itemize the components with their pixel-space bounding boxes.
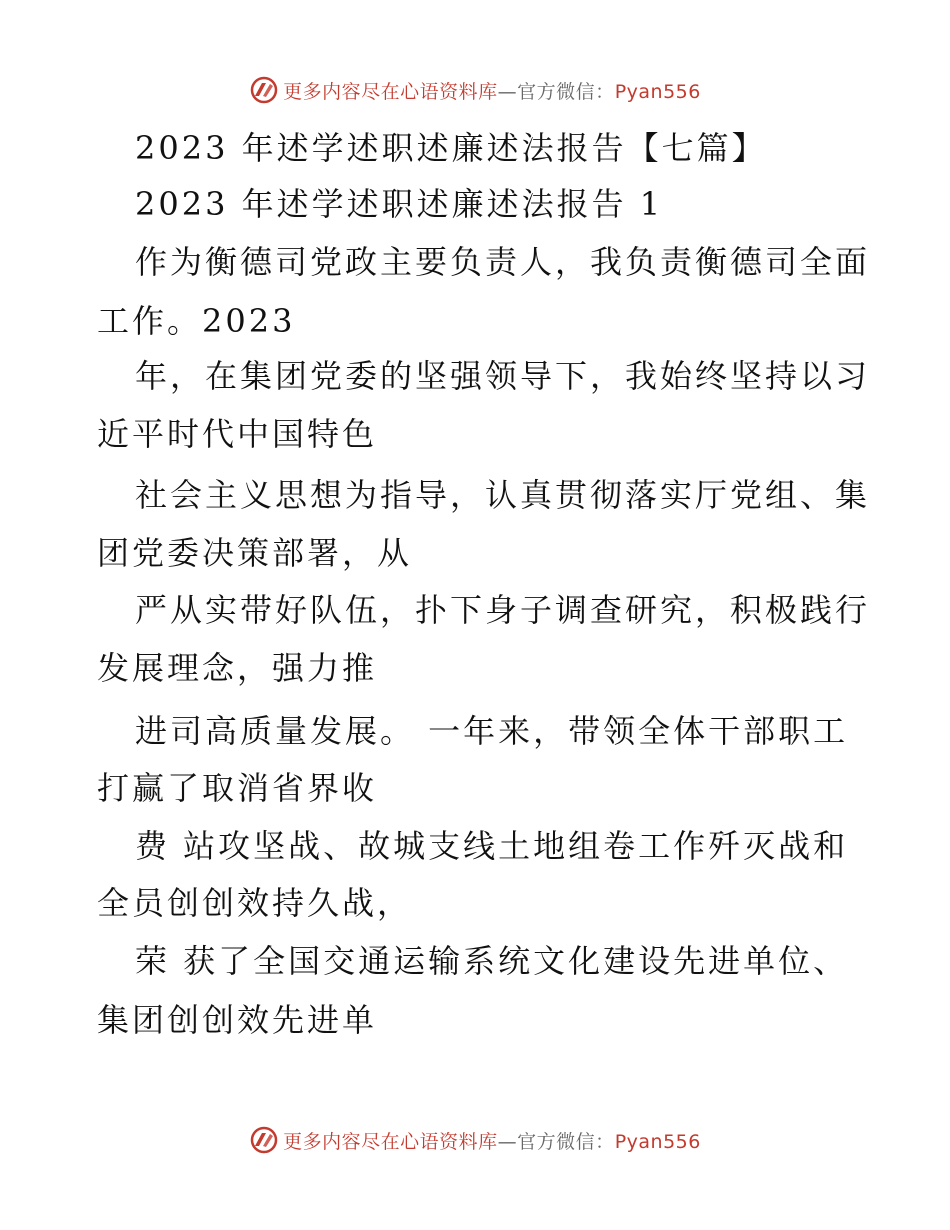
paragraph-line: 近平时代中国特色 (97, 415, 378, 453)
paragraph-line: 工作。2023 (97, 302, 296, 340)
paragraph-line: 社会主义思想为指导，认真贯彻落实厅党组、集 (135, 476, 871, 514)
watermark-separator: — (497, 1130, 518, 1153)
watermark-brand: 更多内容尽在心语资料库 (283, 1130, 498, 1153)
paragraph-line: 荣 获了全国交通运输系统文化建设先进单位、 (135, 942, 849, 980)
paragraph-line: 作为衡德司党政主要负责人，我负责衡德司全面 (135, 243, 871, 281)
watermark-account: Pyan556 (614, 1130, 701, 1153)
paragraph-line: 集团创创效先进单 (97, 1001, 378, 1039)
paragraph-line: 打赢了取消省界收 (97, 769, 378, 807)
paragraph-line: 费 站攻坚战、故城支线土地组卷工作歼灭战和 (135, 827, 849, 865)
paragraph-line: 严从实带好队伍，扑下身子调查研究，积极践行 (135, 591, 871, 629)
paragraph-line: 发展理念，强力推 (97, 649, 378, 687)
header-watermark (0, 70, 950, 110)
watermark-account-prefix: 官方微信： (517, 80, 615, 103)
document-title: 2023 年述学述职述廉述法报告【七篇】 (135, 129, 767, 167)
book-pen-logo-icon (249, 1125, 279, 1155)
book-pen-logo-icon (249, 75, 279, 105)
paragraph-line: 年，在集团党委的坚强领导下，我始终坚持以习 (135, 357, 871, 395)
watermark-account-prefix: 官方微信： (517, 1130, 615, 1153)
watermark-brand: 更多内容尽在心语资料库 (283, 80, 498, 103)
watermark-separator: — (497, 80, 518, 103)
paragraph-line: 团党委决策部署，从 (97, 534, 413, 572)
paragraph-line: 进司高质量发展。 一年来，带领全体干部职工 (135, 712, 849, 750)
paragraph-line: 全员创创效持久战， (97, 884, 413, 922)
footer-watermark (0, 1120, 950, 1160)
document-subtitle: 2023 年述学述职述廉述法报告 1 (135, 185, 664, 223)
watermark-account: Pyan556 (614, 80, 701, 103)
